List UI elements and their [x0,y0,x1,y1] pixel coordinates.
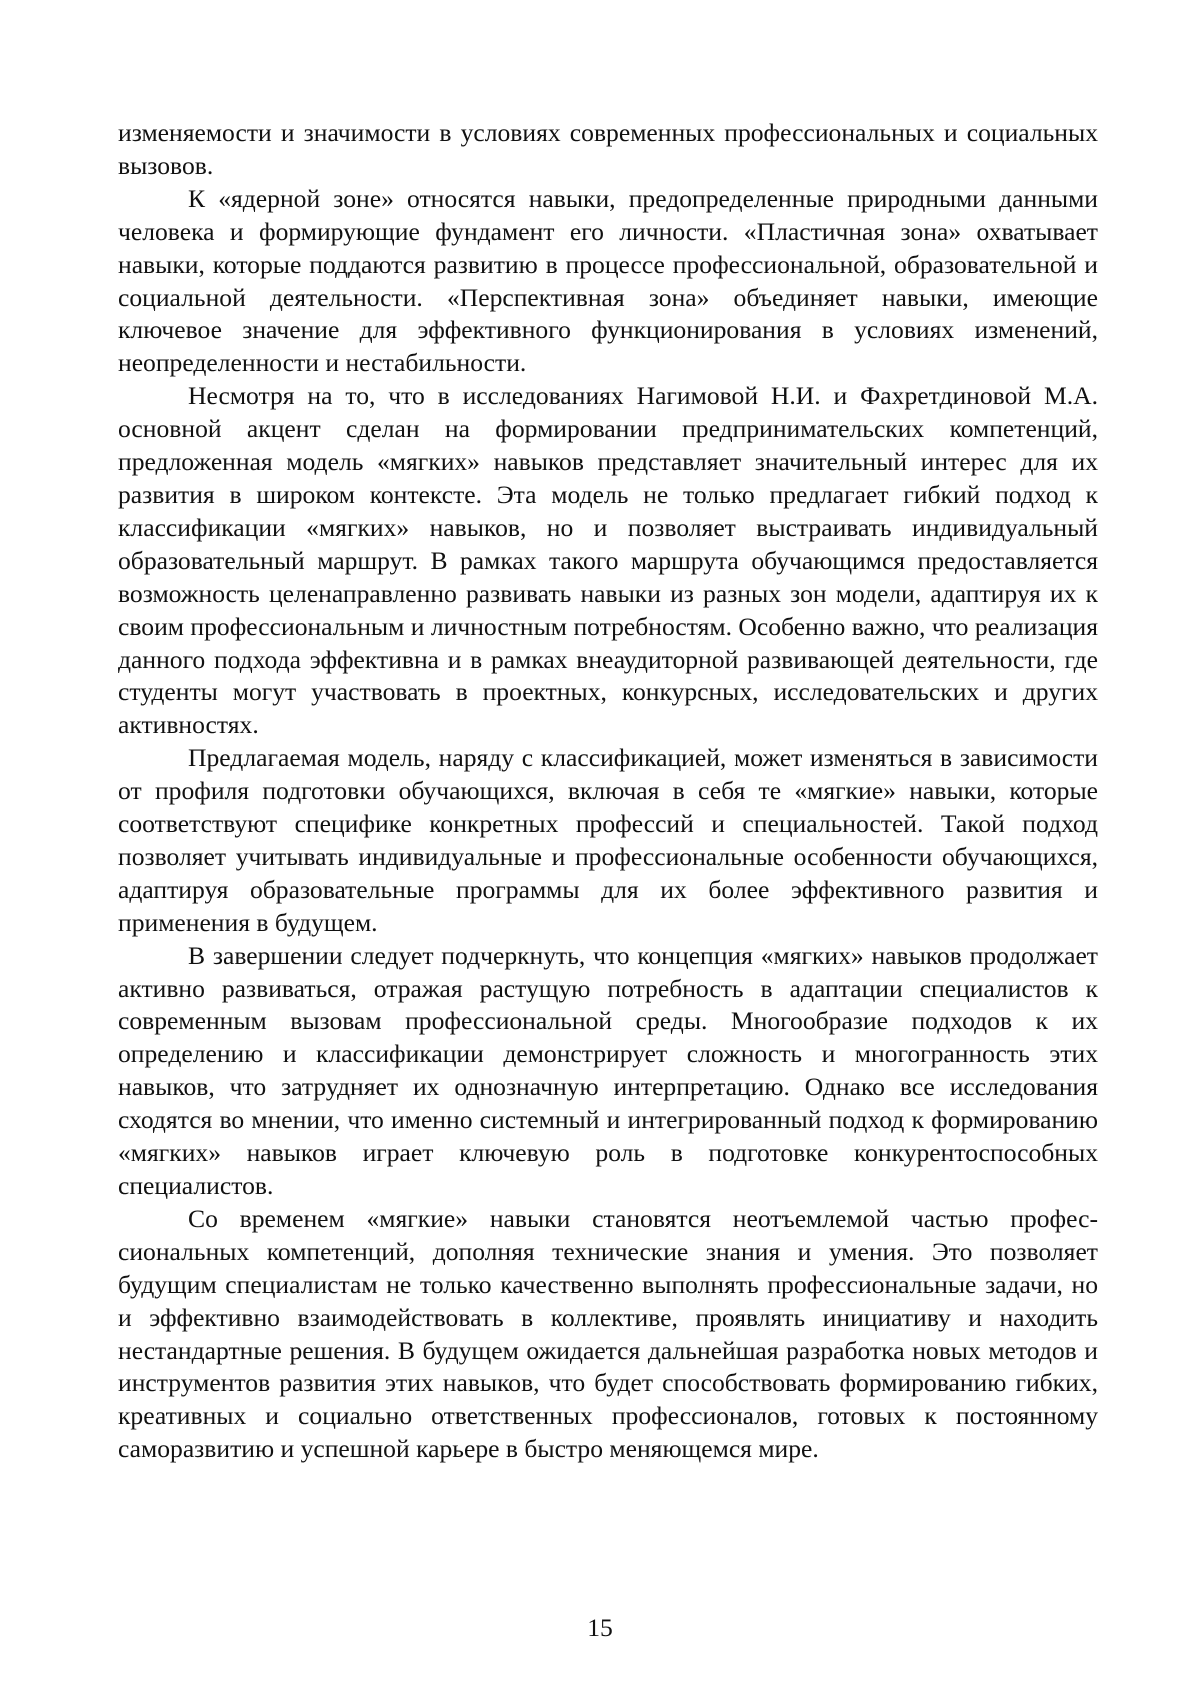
paragraph-1: изменяемости и значимости в условиях современных профессиональных и социальных вызовов. [118,118,1098,180]
body-text [118,117,1098,1466]
paragraph-4: Предлагаемая модель, наряду с классификацией, может изменяться в зависимости от профиля подготовки обучающихся, включая в себя те «мягкие» навыки, которые соответствуют специфике конкретных профессий и специальностей. Такой подход позволяет учитывать индивидуальные и профессиональные особенности обучающихся, адаптируя образовательные программы для их более эффективного развития и применения в будущем. [118,743,1098,937]
page-number: 15 [587,1613,613,1642]
paragraph-3: Несмотря на то, что в исследованиях Нагимовой Н.И. и Фахретдиновой М.А. основной акцент сделан на формировании предпринимательских компетенций, предложенная модель «мягких» навыков представляет значительный интерес для их развития в широком контексте. Эта модель не только предлагает гибкий подход к классификации «мягких» навыков, но и позволяет выстраивать индивидуальный образовательный маршрут. В рамках такого маршрута обучающимся предоставляется возможность целенаправленно развивать навыки из разных зон модели, адаптируя их к своим профессиональным и личностным потребностям. Особенно важно, что реализация данного подхода эффективна и в рамках внеаудиторной развивающей деятельности, где студенты могут участвовать в проектных, конкурсных, исследовательских и других активностях. [118,381,1098,740]
paragraph-6: Со временем «мягкие» навыки становятся неотъемлемой частью профессиональных компетенций, дополняя технические знания и умения. Это позволяет будущим специалистам не только качественно выполнять профессиональные задачи, но и эффективно взаимодействовать в коллективе, проявлять инициативу и находить нестандартные решения. В будущем ожидается дальнейшая разработка новых методов и инструментов развития этих навыков, что будет способствовать формированию гибких, креативных и социально ответственных профессионалов, готовых к постоянному саморазвитию и успешной карьере в быстро меняющемся мире. [118,1203,1098,1464]
paragraph-2: К «ядерной зоне» относятся навыки, предопределенные природными данными человека и формирующие фундамент его личности. «Пластичная зона» охватывает навыки, которые поддаются развитию в процессе профессиональной, образовательной и социальной деятельности. «Перспективная зона» объединяет навыки, имеющие ключевое значение для эффективного функционирования в условиях изменений, неопределенности и нестабильности. [118,183,1098,378]
paragraph-5: В завершении следует подчеркнуть, что концепция «мягких» навыков продолжает активно развиваться, отражая растущую потребность в адаптации специалистов к современным вызовам профессиональной среды. Многообразие подходов к их определению и классификации демонстрирует сложность и многогранность этих навыков, что затрудняет их однозначную интерпретацию. Однако все исследования сходятся во мнении, что именно системный и интегрированный подход к формированию «мягких» навыков играет ключевую роль в подготовке конкурентоспособных специалистов. [118,940,1098,1200]
